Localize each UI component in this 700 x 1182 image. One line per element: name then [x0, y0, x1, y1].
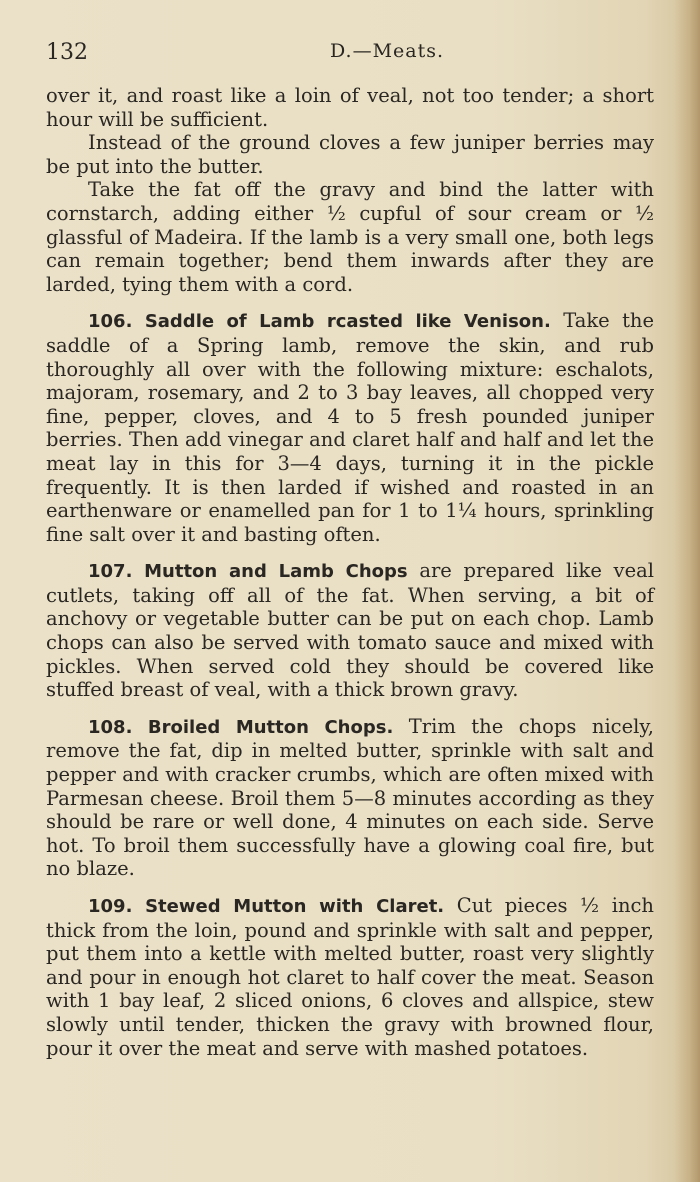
- recipe-108: [46, 715, 654, 881]
- juniper-note-paragraph: Instead of the ground cloves a few juniper berries may be put into the butter.: [46, 131, 654, 178]
- recipe-title: Saddle of Lamb rcasted like Venison.: [144, 311, 551, 333]
- recipe-107: [46, 559, 654, 702]
- recipe-body: Take the saddle of a Spring lamb, remove the skin, and rub thoroughly all over with the following mixture: eschalots, majoram, rosemary, and 2 to 3 bay leaves, all chopped very fine, pepper, cloves, and 4 to 5 fresh pounded juniper berries. Then add vinegar and claret half and half and let the meat lay in this for 3—4 days, turning it in the pickle frequently. It is then larded if wished and roasted in an earthenware or enamelled pan for 1 to 1¼ hours, sprinkling fine salt over it and basting often.: [46, 309, 654, 546]
- recipe-body: Cut pieces ½ inch thick from the loin, pound and sprinkle with salt and pepper, put them into a kettle with melted butter, roast very slightly and pour in enough hot claret to half cover the meat. Season with 1 bay leaf, 2 sliced onions, 6 cloves and allspice, stew slowly until tender, thicken the gravy with browned flour, pour it over the meat and serve with mashed potatoes.: [46, 894, 654, 1060]
- page-number: 132: [46, 40, 88, 65]
- continued-paragraph: over it, and roast like a loin of veal, not too tender; a short hour will be sufficient.: [46, 84, 654, 131]
- recipe-number: 109.: [88, 896, 133, 917]
- recipe-body: are prepared like veal cutlets, taking off all of the fat. When serving, a bit of anchovy or vegetable butter can be put on each chop. Lamb chops can also be served with tomato sauce and mixed with pickles. When served cold they should be covered like stuffed breast of veal, with a thick brown gravy.: [46, 559, 654, 702]
- recipe-title: Mutton and Lamb Chops: [144, 561, 408, 583]
- recipe-number: 108.: [88, 716, 133, 738]
- gravy-paragraph: Take the fat off the gravy and bind the latter with cornstarch, adding either ½ cupful of sour cream or ½ glassful of Madeira. If the lamb is a very small one, both legs can remain together; bend them inwards after they are larded, tying them with a cord.: [46, 178, 654, 296]
- recipe-title: Broiled Mutton Chops.: [147, 716, 394, 738]
- running-header: [46, 40, 656, 72]
- page-edge-shading: [674, 0, 700, 1182]
- recipe-number: 106.: [88, 311, 133, 333]
- page-content: [46, 84, 654, 1060]
- recipe-number: 107.: [88, 561, 133, 583]
- recipe-body: Trim the chops nicely, remove the fat, dip in melted butter, sprinkle with salt and pepper and with cracker crumbs, which are often mixed with Parmesan cheese. Broil them 5—8 minutes according as they should be rare or well done, 4 minutes on each side. Serve hot. To broil them successfully have a glowing coal fire, but no blaze.: [46, 714, 654, 881]
- section-title: D.—Meats.: [330, 40, 445, 62]
- recipe-109: [46, 894, 654, 1060]
- recipe-106: [46, 309, 654, 546]
- recipe-title: Stewed Mutton with Claret.: [145, 896, 445, 917]
